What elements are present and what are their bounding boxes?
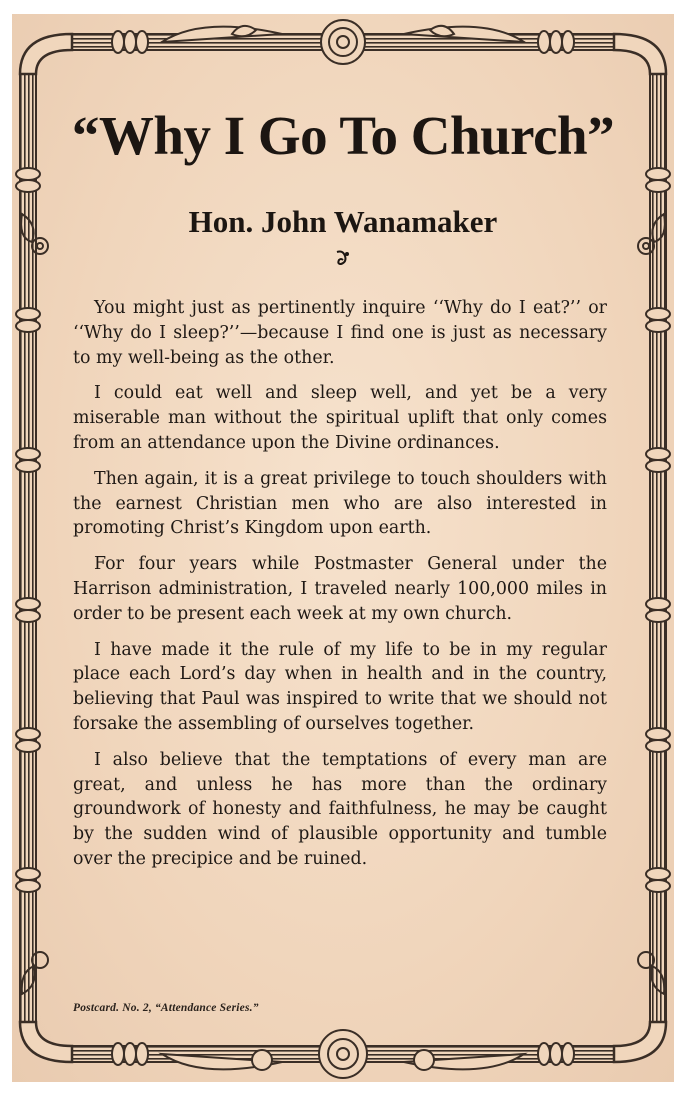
author-name: Hon. John Wanamaker [188, 204, 498, 239]
paragraph: I have made it the rule of my life to be in my regular place each Lord’s day when in health and in the country, believing that Paul was inspired to write that we should not forsake the assembling of ourselves together. [73, 639, 607, 734]
paragraph: You might just as pertinently inquire ‘‘Why do I eat?’’ or ‘‘Why do I sleep?’’—because I find one is just as necessary to my well-being as the other. [73, 298, 607, 368]
postcard [12, 14, 674, 1082]
series-caption: Postcard. No. 2, “Attendance Series.” [73, 1002, 259, 1014]
essay-body [73, 296, 607, 883]
paragraph: I also believe that the temptations of every man are great, and unless he has more than the ordinary groundwork of honesty and faithfulness, he may be caught by the sudden wind of plausible opportunity and tumble over the precipice and be ruined. [73, 749, 607, 869]
fleuron-icon [333, 248, 353, 268]
paragraph: For four years while Postmaster General under the Harrison administration, I traveled nearly 100,000 miles in order to be present each week at my own church. [73, 554, 607, 624]
paragraph: I could eat well and sleep well, and yet be a very miserable man without the spiritual uplift that only comes from an attendance upon the Divine ordinances. [73, 383, 607, 453]
paragraph: Then again, it is a great privilege to touch shoulders with the earnest Christian men who are also interested in promoting Christ’s Kingdom upon earth. [73, 468, 607, 539]
card-title: “Why I Go To Church” [71, 105, 615, 166]
